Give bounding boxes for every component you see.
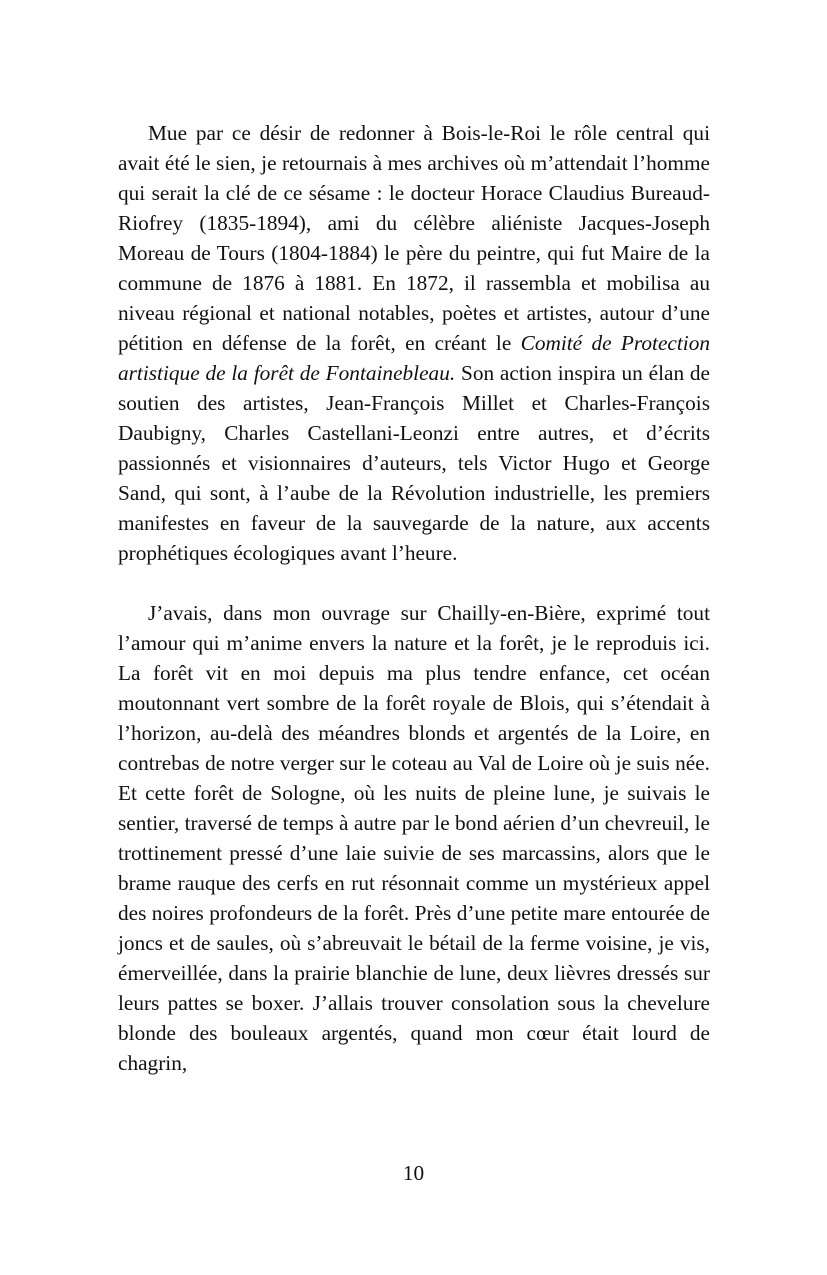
paragraph-1 — [118, 118, 710, 568]
paragraph-1-text-end: Son action inspira un élan de soutien des artistes, Jean-François Millet et Charles-François Daubigny, Charles Castellani-Leonzi entre autres, et d’écrits passionnés et visionnaires d’auteurs, tels Victor Hugo et George Sand, qui sont, à l’aube de la Révolution industrielle, les premiers manifestes en faveur de la sauvegarde de la nature, aux accents prophétiques écologiques avant l’heure. — [118, 361, 710, 565]
paragraph-1-italic-title: Comité de Protection artistique de la forêt de Fontainebleau. — [118, 331, 710, 385]
paragraph-1-text-start: Mue par ce désir de redonner à Bois-le-Roi le rôle central qui avait été le sien, je retournais à mes archives où m’attendait l’homme qui serait la clé de ce sésame : le docteur Horace Claudius Bureaud-Riofrey (1835-1894), ami du célèbre aliéniste Jacques-Joseph Moreau de Tours (1804-1884) le père du peintre, qui fut Maire de la commune de 1876 à 1881. En 1872, il rassembla et mobilisa au niveau régional et national notables, poètes et artistes, autour d’une pétition en défense de la forêt, en créant le — [118, 121, 710, 355]
paragraph-2: J’avais, dans mon ouvrage sur Chailly-en-Bière, exprimé tout l’amour qui m’anime envers la nature et la forêt, je le reproduis ici. La forêt vit en moi depuis ma plus tendre enfance, cet océan moutonnant vert sombre de la forêt royale de Blois, qui s’étendait à l’horizon, au-delà des méandres blonds et argentés de la Loire, en contrebas de notre verger sur le coteau au Val de Loire où je suis née. Et cette forêt de Sologne, où les nuits de pleine lune, je suivais le sentier, traversé de temps à autre par le bond aérien d’un chevreuil, le trottinement pressé d’une laie suivie de ses marcassins, alors que le brame rauque des cerfs en rut résonnait comme un mystérieux appel des noires profondeurs de la forêt. Près d’une petite mare entourée de joncs et de saules, où s’abreuvait le bétail de la ferme voisine, je vis, émerveillée, dans la prairie blanchie de lune, deux lièvres dressés sur leurs pattes se boxer. J’allais trouver consolation sous la chevelure blonde des bouleaux argentés, quand mon cœur était lourd de chagrin, — [118, 601, 710, 1075]
page-number: 10 — [402, 1161, 425, 1185]
page-body — [118, 118, 710, 1078]
